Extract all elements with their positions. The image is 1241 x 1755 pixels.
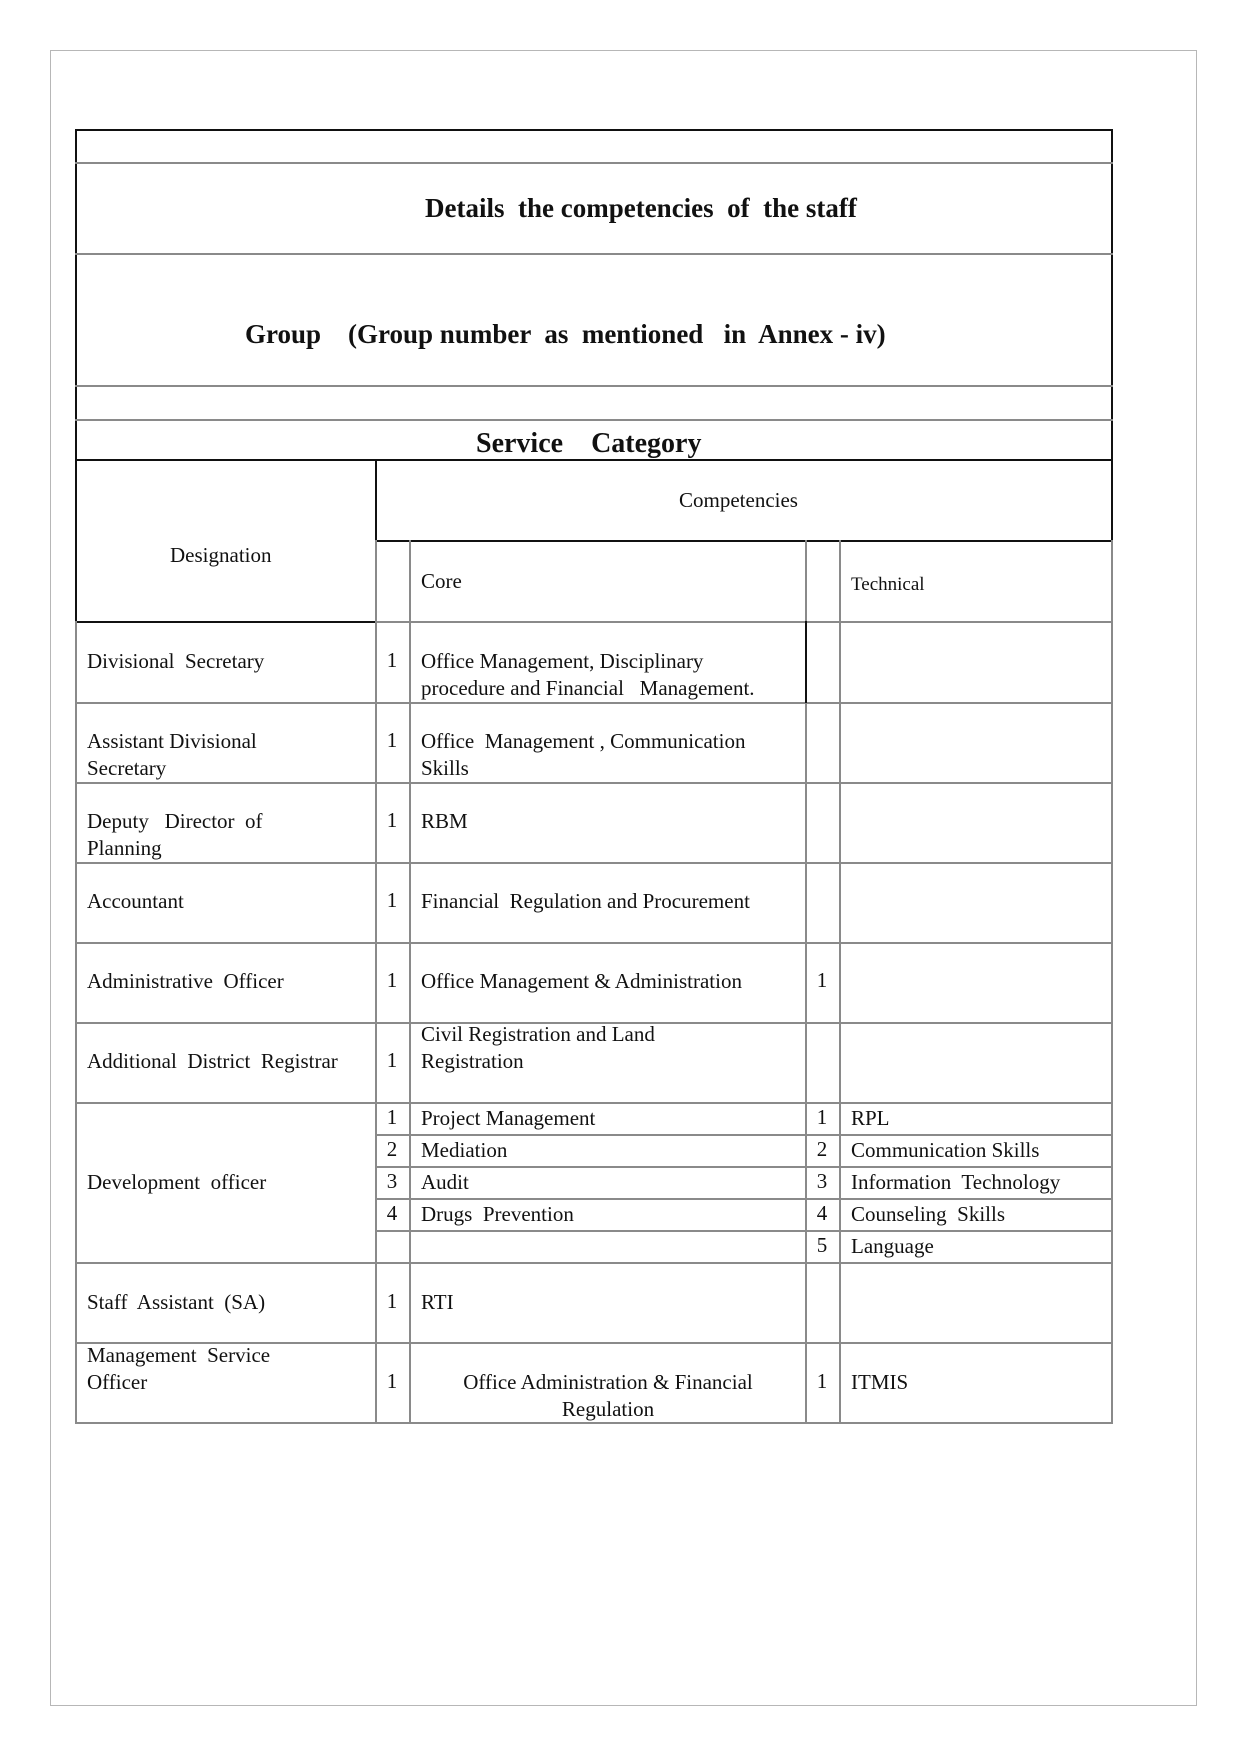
service-category: Service Category: [476, 428, 702, 459]
core-competency: Skills: [421, 756, 469, 780]
technical-header: Technical: [851, 574, 925, 595]
core-competency: Registration: [421, 1049, 524, 1073]
technical-competency: Language: [851, 1234, 934, 1258]
core-number: 3: [386, 1169, 398, 1193]
page-outline: [50, 50, 1197, 1706]
designation-cell: Accountant: [87, 889, 184, 913]
technical-number: 2: [816, 1137, 828, 1161]
core-header: Core: [421, 569, 462, 593]
designation-cell: Administrative Officer: [87, 969, 284, 993]
designation-cell: Deputy Director of: [87, 809, 263, 833]
designation-cell: Officer: [87, 1370, 148, 1394]
core-competency: procedure and Financial Management.: [421, 676, 755, 700]
core-number: 1: [386, 1369, 398, 1393]
core-competency: Drugs Prevention: [421, 1202, 574, 1226]
core-number: 1: [386, 1105, 398, 1129]
core-competency: Mediation: [421, 1138, 508, 1162]
designation-cell: Secretary: [87, 756, 167, 780]
designation-cell: Assistant Divisional: [87, 729, 257, 753]
core-competency: RTI: [421, 1290, 454, 1314]
core-competency: Office Management & Administration: [421, 969, 742, 993]
technical-competency: Counseling Skills: [851, 1202, 1006, 1226]
core-competency: Civil Registration and Land: [421, 1022, 655, 1046]
core-number: 1: [386, 728, 398, 752]
technical-competency: RPL: [851, 1106, 890, 1130]
competencies-header: Competencies: [679, 488, 798, 512]
technical-number: 1: [816, 968, 828, 992]
designation-cell: Management Service: [87, 1343, 271, 1367]
core-number: 2: [386, 1137, 398, 1161]
core-competency: Office Management , Communication: [421, 729, 746, 753]
core-competency: Audit: [421, 1170, 469, 1194]
page-title: Details the competencies of the staff: [425, 193, 857, 223]
core-competency: RBM: [421, 809, 468, 833]
core-competency: Office Management, Disciplinary: [421, 649, 704, 673]
technical-competency: Information Technology: [851, 1170, 1061, 1194]
core-competency: Project Management: [421, 1106, 596, 1130]
technical-competency: ITMIS: [851, 1370, 909, 1394]
core-number: 1: [386, 1048, 398, 1072]
designation-cell: Planning: [87, 836, 162, 860]
designation-cell: Development officer: [87, 1170, 267, 1194]
technical-number: 3: [816, 1169, 828, 1193]
designation-cell: Additional District Registrar: [87, 1049, 338, 1073]
core-number: 1: [386, 968, 398, 992]
technical-competency: Communication Skills: [851, 1138, 1040, 1162]
group-line: Group (Group number as mentioned in Annex - iv): [245, 319, 886, 349]
designation-cell: Staff Assistant (SA): [87, 1290, 266, 1314]
technical-number: 4: [816, 1201, 828, 1225]
technical-number: 1: [816, 1105, 828, 1129]
core-competency: Regulation: [561, 1397, 655, 1421]
core-number: 1: [386, 808, 398, 832]
technical-number: 1: [816, 1369, 828, 1393]
designation-header: Designation: [170, 543, 272, 567]
core-number: 4: [386, 1201, 398, 1225]
core-number: 1: [386, 888, 398, 912]
core-competency: Office Administration & Financial: [463, 1370, 753, 1394]
core-competency: Financial Regulation and Procurement: [421, 889, 750, 913]
core-number: 1: [386, 648, 398, 672]
designation-cell: Divisional Secretary: [87, 649, 265, 673]
core-number: 1: [386, 1289, 398, 1313]
technical-number: 5: [816, 1233, 828, 1257]
